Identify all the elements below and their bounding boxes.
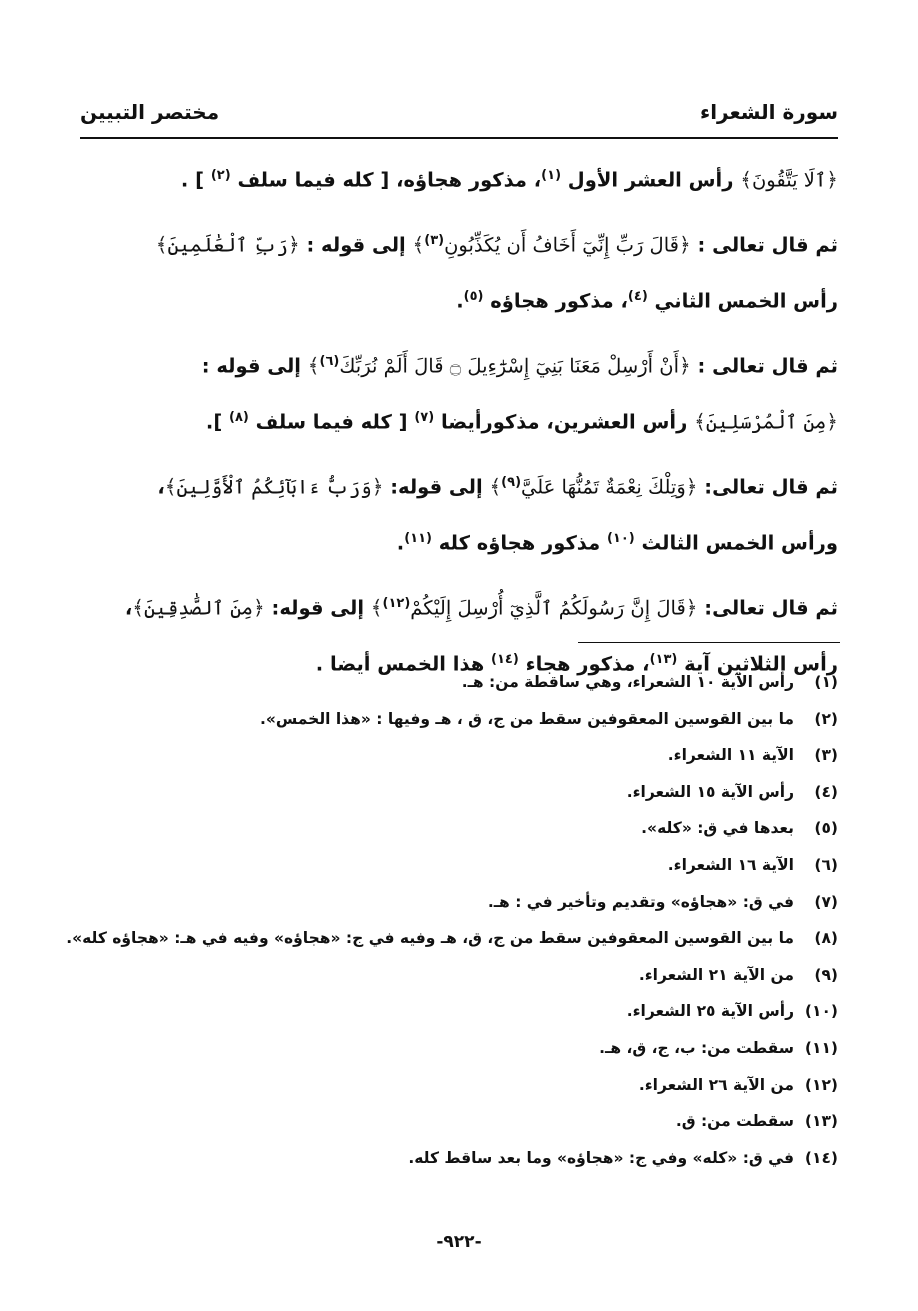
header-divider <box>80 137 838 139</box>
paragraph <box>80 336 838 449</box>
ornate-bracket-icon: ﴾ <box>489 474 502 498</box>
footnote <box>80 737 838 774</box>
page-number: -٩٢٢- <box>436 1232 482 1252</box>
footnote-ref: (١٤) <box>491 652 519 667</box>
ornate-bracket-icon: ﴿ <box>371 474 384 498</box>
footnote-text: في ق: «كله» وفي ج: «هجاؤه» وما بعد ساقط كله. <box>408 1148 794 1167</box>
footnote-ref: (٢) <box>210 168 231 183</box>
body-text: [ كله فيما سلف <box>248 410 415 434</box>
body-text: رأس الخمس الثاني <box>647 289 838 313</box>
ornate-bracket-icon: ﴿ <box>685 474 698 498</box>
body-text: رأس العشرين، مذكورأيضا <box>434 410 695 434</box>
body-text: ، مذكور هجاء <box>518 652 650 676</box>
footnote-ref: (١٢) <box>382 595 411 611</box>
footnote-number: (١١) <box>804 1038 838 1057</box>
ornate-bracket-icon: ﴾ <box>307 353 320 377</box>
footnote <box>80 1140 838 1177</box>
ornate-bracket-icon: ﴿ <box>679 353 691 377</box>
quran-quote: مِنَ ٱلْمُرْسَلِينَ <box>705 410 827 434</box>
footnote-ref: (٨) <box>229 410 249 425</box>
body-text: رأس العشر الأول <box>561 168 741 192</box>
quran-quote: رَبِّ ٱلْعَٰلَمِينَ <box>167 233 288 256</box>
text-line <box>80 215 838 272</box>
footnote-number: (٣) <box>814 746 838 765</box>
footnote-number: (٢) <box>814 709 838 728</box>
footnote-ref: (١٣) <box>649 652 678 667</box>
paragraph <box>80 215 838 328</box>
footnote-number: (٤) <box>814 782 838 801</box>
body-text: ثم قال تعالى : <box>690 354 838 377</box>
footnote-number: (١) <box>814 673 838 691</box>
footnote-text: ما بين القوسين المعقوفين سقط من ج، ق، هـ وفيه في ج: «هجاؤه» وفيه في هـ: «هجاؤه كله». <box>66 929 794 948</box>
footnote <box>80 664 838 701</box>
footnote <box>80 810 838 847</box>
ornate-bracket-icon: ﴿ <box>826 409 838 434</box>
ornate-bracket-icon: ﴿ <box>685 595 698 619</box>
quran-quote: وَرَبُّ ءَابَآئِكُمُ ٱلْأَوَّلِينَ <box>176 475 372 498</box>
ornate-bracket-icon: ﴾ <box>132 595 144 619</box>
chapter-title: سورة الشعراء <box>699 100 838 124</box>
footnote-text: سقطت من: ب، ج، ق، هـ. <box>599 1038 794 1057</box>
ornate-bracket-icon: ﴾ <box>164 474 177 498</box>
ornate-bracket-icon: ﴾ <box>694 409 706 434</box>
body-text: إلى قوله : <box>299 233 413 256</box>
footnote <box>80 1067 838 1104</box>
body-text: إلى قوله: <box>264 596 371 619</box>
footnote-text: الآية ١٦ الشعراء. <box>667 855 794 874</box>
quran-quote: قَالَ إِنَّ رَسُولَكُمُ ٱلَّذِيٓ أُرْسِلَ إِلَيْكُمْ <box>410 596 686 619</box>
footnote-text: سقطت من: ق. <box>675 1112 794 1131</box>
body-text: ثم قال تعالى: <box>697 475 838 498</box>
body-text: . <box>456 289 464 313</box>
footnote-number: (١٤) <box>804 1148 838 1167</box>
body-text: ثم قال تعالى : <box>690 233 838 256</box>
footnote-number: (٧) <box>814 892 838 911</box>
body-text: مذكور هجاؤه كله <box>432 531 607 555</box>
footnote <box>80 993 838 1030</box>
text-line <box>80 578 838 635</box>
body-text: ، <box>157 475 165 498</box>
quran-quote: قَالَ رَبِّ إِنِّيٓ أَخَافُ أَن يُكَذِّبُونِ <box>444 233 679 256</box>
footnote-number: (٦) <box>814 855 838 874</box>
footnote-ref: (٥) <box>463 289 484 304</box>
running-header <box>80 88 838 124</box>
quran-quote: وَتِلْكَ نِعْمَةٌ تَمُنُّهَا عَلَيَّ <box>521 475 686 498</box>
footnote <box>80 847 838 884</box>
text-line <box>80 150 838 207</box>
quran-quote: ٱلَا يَتَّقُونَ <box>751 168 827 192</box>
body-text: ، <box>124 596 133 619</box>
footnote-ref: (٩) <box>501 474 522 490</box>
book-title: مختصر التبيين <box>80 100 220 124</box>
footnote-text: رأس الآية ١٥ الشعراء. <box>626 782 794 801</box>
paragraph <box>80 457 838 570</box>
text-line <box>80 271 838 328</box>
footnote-ref: (٦) <box>319 353 340 369</box>
footnote-text: رأس الآية ٢٥ الشعراء. <box>626 1002 794 1021</box>
footnote-text: ما بين القوسين المعقوفين سقط من ج، ق ، هـ وفيها : «هذا الخمس». <box>259 709 794 728</box>
ornate-bracket-icon: ﴾ <box>370 595 383 619</box>
footnote-divider <box>578 642 840 643</box>
footnote-number: (١٢) <box>804 1075 838 1094</box>
body-text: ثم قال تعالى: <box>697 596 838 619</box>
footnote <box>80 957 838 994</box>
body-text: ، مذكور هجاؤه، [ كله فيما سلف <box>230 168 542 192</box>
footnote <box>80 1103 838 1140</box>
footnote-ref: (١١) <box>404 531 432 546</box>
footnote-number: (٥) <box>814 819 838 838</box>
footnote <box>80 1030 838 1067</box>
footnote-ref: (٣) <box>424 232 445 248</box>
body-text: . <box>396 531 405 555</box>
body-text: ]. <box>205 410 230 434</box>
footnote-ref: (١) <box>541 168 562 183</box>
ornate-bracket-icon: ﴾ <box>155 232 168 256</box>
quran-quote: مِنَ ٱلصَّٰدِقِينَ <box>144 596 254 619</box>
text-line <box>80 457 838 514</box>
footnote <box>66 920 838 957</box>
footnote-text: بعدها في ق: «كله». <box>641 819 794 838</box>
footnote-number: (١٣) <box>804 1112 838 1131</box>
text-line <box>80 392 838 449</box>
text-line <box>80 336 838 393</box>
ornate-bracket-icon: ﴿ <box>679 232 691 256</box>
footnote-number: (٩) <box>814 965 838 984</box>
footnote <box>80 884 838 921</box>
footnote-ref: (٧) <box>414 410 435 425</box>
footnote <box>80 774 838 811</box>
main-text <box>80 150 838 699</box>
body-text: ] . <box>180 168 211 192</box>
body-text: هذا الخمس أيضا . <box>315 652 492 676</box>
footnote-ref: (٤) <box>627 289 648 304</box>
footnote-text: الآية ١١ الشعراء. <box>667 746 794 765</box>
footnotes-list <box>66 664 838 1176</box>
ornate-bracket-icon: ﴾ <box>412 232 425 256</box>
footnote-number: (١٠) <box>804 1002 838 1021</box>
footnote-text: من الآية ٢٦ الشعراء. <box>638 1075 794 1094</box>
text-line <box>80 513 838 570</box>
body-text: ، مذكور هجاؤه <box>483 289 628 313</box>
footnote-number: (٨) <box>814 929 838 948</box>
ornate-bracket-icon: ﴿ <box>253 595 265 619</box>
footnote-text: رأس الآية ١٠ الشعراء، وهي ساقطة من: هـ. <box>461 673 794 691</box>
ornate-bracket-icon: ﴾ <box>740 167 752 192</box>
quran-quote: أَنْ أَرْسِلْ مَعَنَا بَنِيٓ إِسْرَٰٓءِيلَ ۝ قَالَ أَلَمْ نُرَبِّكَ <box>339 354 679 377</box>
body-text: رأس الثلاثين آية <box>677 652 838 676</box>
footnote-text: من الآية ٢١ الشعراء. <box>638 965 794 984</box>
body-text: إلى قوله: <box>383 475 490 498</box>
footnote <box>80 701 838 738</box>
ornate-bracket-icon: ﴿ <box>826 167 838 192</box>
body-text: إلى قوله : <box>201 354 308 377</box>
footnote-ref: (١٠) <box>606 531 635 546</box>
footnote-text: في ق: «هجاؤه» وتقديم وتأخير في : هـ. <box>487 892 794 911</box>
ornate-bracket-icon: ﴿ <box>287 232 300 256</box>
body-text: ورأس الخمس الثالث <box>634 531 838 555</box>
paragraph <box>80 150 838 207</box>
